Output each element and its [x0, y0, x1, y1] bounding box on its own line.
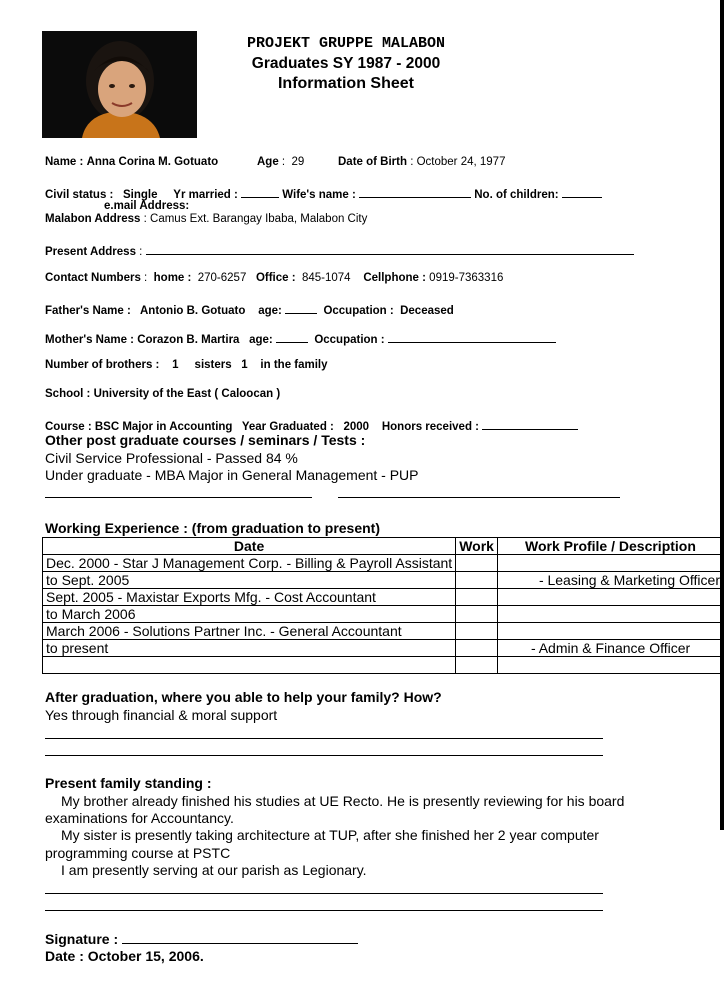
help-answer: Yes through financial & moral support	[45, 707, 278, 723]
work-entry: March 2006 - Solutions Partner Inc. - General Accountant	[46, 623, 402, 639]
mother-value: Corazon B. Martira	[137, 334, 240, 346]
date-value: October 15, 2006.	[87, 948, 204, 964]
table-row	[43, 572, 724, 589]
contact-row: Contact Numbers : home : 270-6257 Office : 845-1074 Cellphone : 0919-7363316	[45, 272, 504, 284]
course-value: BSC Major in Accounting	[94, 421, 233, 433]
contact-label: Contact Numbers	[45, 272, 141, 284]
work-cell	[456, 555, 498, 572]
work-cell[interactable]	[43, 657, 456, 674]
table-row	[43, 606, 724, 623]
dob-row: Date of Birth : October 24, 1977	[338, 156, 506, 168]
work-cell	[497, 606, 723, 623]
table-row	[43, 657, 724, 674]
work-cell[interactable]	[497, 657, 723, 674]
header-profile: Work Profile / Description	[497, 538, 723, 555]
malabon-value: Camus Ext. Barangay Ibaba, Malabon City	[150, 213, 368, 225]
home-label: home :	[153, 272, 192, 284]
work-cell	[456, 606, 498, 623]
children-label: No. of children:	[474, 189, 559, 201]
age-row: Age : 29	[257, 156, 305, 168]
wife-field[interactable]	[359, 185, 471, 198]
standing-1b: examinations for Accountancy.	[45, 810, 234, 826]
work-cell	[456, 623, 498, 640]
work-entry: to Sept. 2005	[46, 572, 130, 588]
signature-field[interactable]	[122, 930, 358, 944]
age-value: 29	[291, 156, 305, 168]
father-occ-value: Deceased	[400, 305, 454, 317]
school-value: University of the East ( Caloocan )	[93, 388, 281, 400]
post-grad-line-2[interactable]	[338, 497, 620, 498]
civil-row	[45, 185, 602, 201]
mother-age-field[interactable]	[276, 330, 308, 343]
work-cell	[456, 572, 498, 589]
work-cell	[497, 640, 723, 657]
name-row	[45, 156, 218, 168]
standing-label: Present family standing :	[45, 775, 212, 791]
sheet-title: Information Sheet	[277, 75, 414, 92]
header-date: Date	[43, 538, 456, 555]
siblings-row	[45, 359, 328, 371]
mother-occ-field[interactable]	[388, 330, 556, 343]
work-cell	[497, 572, 723, 589]
honors-field[interactable]	[482, 417, 578, 430]
cell-value: 0919-7363316	[429, 272, 504, 284]
org-title: PROJEKT GRUPPE MALABON	[246, 35, 446, 52]
table-row	[43, 555, 724, 572]
brothers-label: Number of brothers :	[45, 359, 160, 371]
work-cell	[456, 640, 498, 657]
work-cell	[43, 623, 456, 640]
table-row	[43, 640, 724, 657]
work-cell	[43, 572, 456, 589]
mother-occ-label: Occupation :	[314, 334, 385, 346]
mother-label: Mother's Name :	[45, 334, 135, 346]
post-grad-line-1[interactable]	[45, 497, 312, 498]
work-cell	[497, 623, 723, 640]
school-row	[45, 388, 280, 400]
office-label: Office :	[255, 272, 296, 284]
yr-married-field[interactable]	[241, 185, 279, 198]
work-cell	[497, 555, 723, 572]
work-cell	[497, 589, 723, 606]
work-heading: Working Experience : (from graduation to present)	[45, 520, 381, 536]
work-entry: to March 2006	[46, 606, 136, 622]
signature-label: Signature :	[45, 931, 119, 947]
work-entry: - Admin & Finance Officer	[530, 640, 691, 656]
profile-photo	[42, 31, 197, 138]
father-age-field[interactable]	[285, 301, 317, 314]
standing-1a: My brother already finished his studies at UE Recto. He is presently reviewing for his board	[61, 793, 625, 809]
table-header-row	[43, 538, 724, 555]
subtitle: Graduates SY 1987 - 2000	[251, 55, 441, 72]
mother-age-label: age:	[249, 334, 273, 346]
father-age-label: age:	[258, 305, 282, 317]
yr-grad-value: 2000	[343, 421, 370, 433]
children-field[interactable]	[562, 185, 602, 198]
father-label: Father's Name :	[45, 305, 131, 317]
work-cell	[43, 555, 456, 572]
name-label: Name :	[45, 156, 84, 168]
brothers-value: 1	[172, 359, 179, 371]
post-grad-1: Civil Service Professional - Passed 84 %	[45, 450, 298, 466]
work-cell	[43, 640, 456, 657]
standing-3: I am presently serving at our parish as Legionary.	[61, 862, 367, 878]
work-entry: to present	[46, 640, 109, 656]
honors-label: Honors received :	[381, 421, 479, 433]
sisters-value: 1	[241, 359, 248, 371]
school-label: School :	[45, 388, 91, 400]
signature-row	[45, 930, 358, 947]
standing-line-1[interactable]	[45, 893, 603, 894]
yr-grad-label: Year Graduated :	[241, 421, 334, 433]
father-occ-label: Occupation :	[323, 305, 394, 317]
work-table	[42, 537, 724, 674]
malabon-row: Malabon Address : Camus Ext. Barangay Ibaba, Malabon City	[45, 213, 368, 225]
standing-2b: programming course at PSTC	[45, 845, 231, 861]
dob-value: October 24, 1977	[416, 156, 506, 168]
malabon-label: Malabon Address	[45, 213, 141, 225]
yr-married-label: Yr married :	[173, 189, 238, 201]
father-value: Antonio B. Gotuato	[140, 305, 246, 317]
course-label: Course :	[45, 421, 92, 433]
name-value: Anna Corina M. Gotuato	[86, 156, 219, 168]
post-grad-label: Other post graduate courses / seminars / Tests :	[45, 432, 366, 448]
help-question: After graduation, where you able to help your family? How?	[45, 689, 442, 705]
father-row	[45, 301, 454, 317]
help-line-2[interactable]	[45, 755, 603, 756]
email-label: e.mail Address:	[104, 200, 190, 212]
civil-label: Civil status :	[45, 189, 114, 201]
in-family-text: in the family	[260, 359, 328, 371]
work-entry: - Leasing & Marketing Officer	[538, 572, 720, 588]
wife-label: Wife's name :	[282, 189, 356, 201]
standing-line-2[interactable]	[45, 910, 603, 911]
portrait-image	[42, 31, 197, 138]
sisters-label: sisters	[194, 359, 232, 371]
help-line-1[interactable]	[45, 738, 603, 739]
civil-value: Single	[122, 189, 158, 201]
age-label: Age	[257, 156, 279, 168]
work-cell[interactable]	[456, 657, 498, 674]
work-cell	[43, 589, 456, 606]
header-work: Work	[456, 538, 498, 555]
dob-label: Date of Birth	[338, 156, 407, 168]
present-field[interactable]	[146, 242, 634, 255]
table-row	[43, 623, 724, 640]
cell-label: Cellphone :	[363, 272, 426, 284]
table-row	[43, 589, 724, 606]
course-row	[45, 417, 578, 433]
present-label: Present Address	[45, 246, 136, 258]
date-label: Date :	[45, 948, 84, 964]
work-entry: Sept. 2005 - Maxistar Exports Mfg. - Cost Accountant	[46, 589, 376, 605]
post-grad-2: Under graduate - MBA Major in General Management - PUP	[45, 467, 419, 483]
standing-2a: My sister is presently taking architecture at TUP, after she finished her 2 year computer	[61, 827, 599, 843]
work-entry: Dec. 2000 - Star J Management Corp. - Billing & Payroll Assistant	[46, 555, 453, 571]
scan-edge	[720, 0, 724, 830]
work-cell	[456, 589, 498, 606]
mother-row	[45, 330, 556, 346]
work-cell	[43, 606, 456, 623]
date-row	[45, 948, 204, 964]
office-value: 845-1074	[301, 272, 351, 284]
present-row: Present Address :	[45, 242, 634, 258]
home-value: 270-6257	[197, 272, 247, 284]
